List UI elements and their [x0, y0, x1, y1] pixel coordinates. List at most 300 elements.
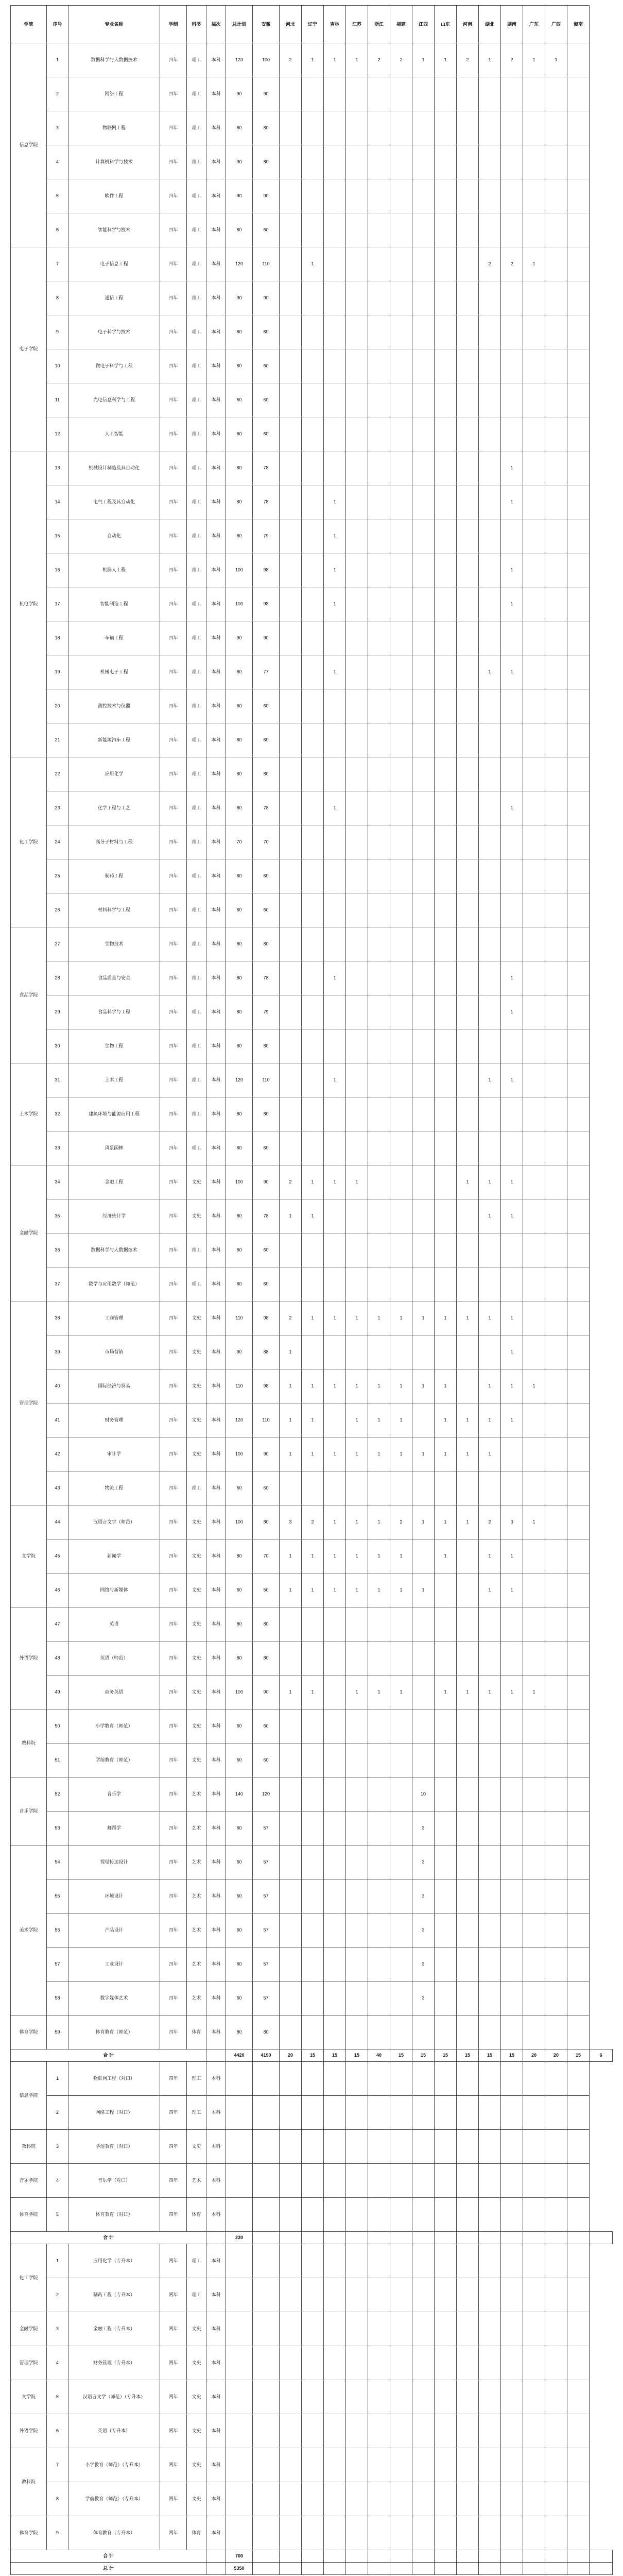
table-cell — [457, 2244, 479, 2278]
table-cell — [435, 689, 457, 723]
table-cell — [457, 961, 479, 995]
table-cell: 21 — [47, 723, 68, 757]
table-cell: 本科 — [206, 315, 226, 349]
table-cell: 本科 — [206, 77, 226, 111]
table-cell — [346, 757, 368, 791]
table-cell — [545, 1539, 567, 1573]
table-cell — [545, 77, 567, 111]
table-cell: 本科 — [206, 2278, 226, 2312]
table-cell — [457, 485, 479, 519]
total-value-cell — [567, 2563, 590, 2575]
table-cell — [501, 1641, 523, 1675]
table-cell: 文史 — [187, 1369, 206, 1403]
table-cell — [501, 1981, 523, 2015]
table-cell — [479, 587, 501, 621]
table-cell — [523, 1199, 545, 1233]
table-cell — [324, 383, 346, 417]
table-cell — [253, 2130, 280, 2164]
table-cell: 60 — [226, 349, 253, 383]
table-cell — [346, 1471, 368, 1505]
table-cell — [302, 689, 324, 723]
table-cell: 两年 — [160, 2380, 187, 2414]
table-cell: 2 — [479, 1505, 501, 1539]
table-cell — [501, 1233, 523, 1267]
table-cell: 58 — [47, 1981, 68, 2015]
header-cell: 福建 — [390, 6, 412, 43]
table-cell — [435, 859, 457, 893]
table-cell — [501, 1743, 523, 1777]
table-cell: 60 — [226, 1879, 253, 1913]
table-cell: 27 — [47, 927, 68, 961]
table-cell: 理工 — [187, 179, 206, 213]
total-value-cell — [457, 2550, 479, 2563]
table-cell: 理工 — [187, 553, 206, 587]
table-cell: 1 — [280, 1539, 302, 1573]
table-cell — [479, 281, 501, 315]
table-row — [11, 2198, 613, 2232]
table-cell — [302, 2312, 324, 2346]
table-cell: 1 — [479, 1539, 501, 1573]
table-cell — [390, 1097, 412, 1131]
table-row — [11, 1301, 613, 1335]
table-cell — [390, 2516, 412, 2550]
table-cell — [368, 1811, 390, 1845]
table-cell: 本科 — [206, 621, 226, 655]
table-cell — [457, 519, 479, 553]
table-cell: 60 — [226, 417, 253, 451]
table-cell: 1 — [368, 1403, 390, 1437]
table-cell — [435, 1573, 457, 1607]
table-cell: 80 — [253, 927, 280, 961]
table-cell — [346, 1811, 368, 1845]
table-cell — [324, 1913, 346, 1947]
table-cell — [346, 2062, 368, 2096]
table-cell: 1 — [346, 1403, 368, 1437]
table-cell — [368, 1743, 390, 1777]
table-row — [11, 1777, 613, 1811]
table-cell — [457, 2198, 479, 2232]
table-cell — [435, 1199, 457, 1233]
table-cell — [501, 757, 523, 791]
major-cell: 数字媒体艺术 — [68, 1981, 160, 2015]
total-value-cell — [545, 2232, 567, 2244]
table-cell — [280, 757, 302, 791]
table-cell — [412, 1743, 435, 1777]
table-cell — [390, 247, 412, 281]
table-cell — [479, 1743, 501, 1777]
table-cell — [302, 451, 324, 485]
major-cell: 机械电子工程 — [68, 655, 160, 689]
table-cell — [346, 2096, 368, 2130]
total-value-cell — [390, 2550, 412, 2563]
table-cell — [324, 825, 346, 859]
table-cell — [457, 2130, 479, 2164]
table-cell: 理工 — [187, 519, 206, 553]
table-cell — [390, 519, 412, 553]
table-cell: 51 — [47, 1743, 68, 1777]
total-value-cell — [435, 2550, 457, 2563]
table-cell — [368, 1165, 390, 1199]
major-cell: 网络工程（对口） — [68, 2096, 160, 2130]
major-cell: 材料科学与工程 — [68, 893, 160, 927]
table-cell — [253, 2096, 280, 2130]
table-cell — [253, 2380, 280, 2414]
table-cell — [545, 1505, 567, 1539]
table-cell: 90 — [253, 1437, 280, 1471]
college-cell: 管理学院 — [11, 1301, 47, 1505]
table-cell: 2 — [501, 43, 523, 77]
table-cell: 1 — [324, 1437, 346, 1471]
table-cell — [346, 1913, 368, 1947]
table-cell: 1 — [523, 247, 545, 281]
table-cell — [523, 485, 545, 519]
table-cell — [346, 281, 368, 315]
table-cell: 1 — [479, 1301, 501, 1335]
table-row — [11, 2130, 613, 2164]
table-cell — [435, 2198, 457, 2232]
table-cell: 1 — [501, 1165, 523, 1199]
table-cell: 理工 — [187, 485, 206, 519]
table-cell — [368, 519, 390, 553]
total-label: 总 计 — [11, 2563, 206, 2575]
table-cell — [280, 1029, 302, 1063]
table-cell — [346, 2278, 368, 2312]
table-cell — [346, 519, 368, 553]
total-value-cell — [523, 2550, 545, 2563]
table-cell — [324, 1947, 346, 1981]
table-cell: 理工 — [187, 587, 206, 621]
table-cell — [280, 281, 302, 315]
table-cell — [412, 77, 435, 111]
table-cell — [457, 621, 479, 655]
table-cell — [280, 2278, 302, 2312]
table-cell — [346, 315, 368, 349]
major-cell: 软件工程 — [68, 179, 160, 213]
major-cell: 测控技术与仪器 — [68, 689, 160, 723]
table-cell: 两年 — [160, 2346, 187, 2380]
table-row — [11, 2062, 613, 2096]
table-cell — [368, 2164, 390, 2198]
table-cell — [302, 757, 324, 791]
table-row — [11, 77, 613, 111]
table-cell: 3 — [501, 1505, 523, 1539]
table-cell — [435, 2062, 457, 2096]
table-cell: 2 — [302, 1505, 324, 1539]
table-cell — [412, 1471, 435, 1505]
table-cell: 78 — [253, 791, 280, 825]
table-cell: 1 — [368, 1675, 390, 1709]
table-cell — [390, 655, 412, 689]
table-cell: 100 — [226, 1437, 253, 1471]
table-cell: 80 — [253, 145, 280, 179]
table-cell — [368, 1709, 390, 1743]
table-cell: 本科 — [206, 111, 226, 145]
table-cell — [501, 927, 523, 961]
table-cell: 3 — [412, 1947, 435, 1981]
table-cell — [368, 1845, 390, 1879]
table-cell — [302, 791, 324, 825]
table-cell — [479, 689, 501, 723]
table-cell — [457, 2346, 479, 2380]
table-cell — [280, 1709, 302, 1743]
table-cell: 理工 — [187, 1131, 206, 1165]
college-cell: 教科院 — [11, 2448, 47, 2516]
table-cell: 两年 — [160, 2312, 187, 2346]
table-cell — [523, 179, 545, 213]
table-cell — [412, 2164, 435, 2198]
total-value-cell: 15 — [324, 2049, 346, 2062]
table-cell — [567, 485, 590, 519]
table-cell — [346, 961, 368, 995]
table-cell — [280, 77, 302, 111]
major-cell: 学前教育（师范） — [68, 1743, 160, 1777]
table-cell — [523, 621, 545, 655]
table-cell: 26 — [47, 893, 68, 927]
table-cell — [545, 995, 567, 1029]
table-cell — [545, 383, 567, 417]
table-cell: 本科 — [206, 1267, 226, 1301]
table-cell: 80 — [226, 1539, 253, 1573]
table-cell — [545, 553, 567, 587]
table-cell — [479, 145, 501, 179]
table-cell — [346, 213, 368, 247]
table-cell: 110 — [253, 1403, 280, 1437]
table-cell: 16 — [47, 553, 68, 587]
table-cell — [412, 655, 435, 689]
table-cell — [523, 417, 545, 451]
table-cell: 本科 — [206, 1199, 226, 1233]
table-cell — [501, 349, 523, 383]
table-cell — [457, 553, 479, 587]
total-value-cell: 40 — [368, 2049, 390, 2062]
table-cell: 四年 — [160, 1063, 187, 1097]
table-cell — [412, 281, 435, 315]
major-cell: 市场营销 — [68, 1335, 160, 1369]
total-value-cell: 6 — [590, 2049, 613, 2062]
table-cell: 1 — [501, 451, 523, 485]
table-cell — [280, 519, 302, 553]
table-cell — [457, 1777, 479, 1811]
table-cell: 四年 — [160, 2164, 187, 2198]
total-value-cell — [457, 2232, 479, 2244]
table-cell: 98 — [253, 587, 280, 621]
table-cell: 理工 — [187, 281, 206, 315]
table-cell — [523, 1097, 545, 1131]
table-cell — [390, 1063, 412, 1097]
total-value-cell — [523, 2563, 545, 2575]
table-cell: 56 — [47, 1913, 68, 1947]
header-cell: 序号 — [47, 6, 68, 43]
table-cell: 四年 — [160, 383, 187, 417]
table-cell — [346, 1947, 368, 1981]
table-cell: 理工 — [187, 417, 206, 451]
college-cell: 机电学院 — [11, 451, 47, 757]
table-cell — [567, 689, 590, 723]
table-cell: 四年 — [160, 1743, 187, 1777]
total-value-cell — [435, 2563, 457, 2575]
table-cell: 1 — [501, 1573, 523, 1607]
total-value-cell — [590, 2563, 613, 2575]
table-cell: 28 — [47, 961, 68, 995]
table-cell: 文史 — [187, 1743, 206, 1777]
table-cell — [567, 961, 590, 995]
table-cell — [545, 2312, 567, 2346]
table-cell — [346, 2198, 368, 2232]
table-cell: 理工 — [187, 43, 206, 77]
table-cell — [479, 1777, 501, 1811]
table-cell: 2 — [390, 43, 412, 77]
table-cell: 四年 — [160, 1879, 187, 1913]
college-cell: 体育学院 — [11, 2198, 47, 2232]
table-cell: 文史 — [187, 1505, 206, 1539]
table-cell — [545, 451, 567, 485]
table-cell — [302, 111, 324, 145]
table-cell — [479, 961, 501, 995]
table-cell — [280, 1743, 302, 1777]
table-cell — [457, 145, 479, 179]
table-cell: 本科 — [206, 587, 226, 621]
table-cell — [253, 2482, 280, 2516]
table-cell — [523, 1845, 545, 1879]
table-cell — [435, 1471, 457, 1505]
table-cell — [368, 757, 390, 791]
table-cell — [545, 587, 567, 621]
table-cell — [390, 179, 412, 213]
total-value-cell: 15 — [567, 2049, 590, 2062]
table-cell — [457, 1369, 479, 1403]
table-cell: 本科 — [206, 1335, 226, 1369]
table-cell — [390, 825, 412, 859]
table-cell — [435, 417, 457, 451]
table-cell — [567, 2278, 590, 2312]
total-value-cell — [280, 2563, 302, 2575]
table-cell — [545, 1097, 567, 1131]
table-cell — [479, 77, 501, 111]
table-cell — [412, 1199, 435, 1233]
table-cell: 体育 — [187, 2516, 206, 2550]
table-cell — [253, 2062, 280, 2096]
table-cell — [280, 1607, 302, 1641]
table-cell — [435, 519, 457, 553]
table-cell — [501, 2312, 523, 2346]
table-cell — [545, 2448, 567, 2482]
table-cell — [302, 621, 324, 655]
table-cell — [457, 1743, 479, 1777]
table-cell: 文史 — [187, 1335, 206, 1369]
table-cell — [457, 1709, 479, 1743]
major-cell: 生物工程 — [68, 1029, 160, 1063]
table-cell: 本科 — [206, 2198, 226, 2232]
table-cell — [567, 1539, 590, 1573]
table-cell — [226, 2516, 253, 2550]
table-cell — [567, 2164, 590, 2198]
table-cell — [346, 2448, 368, 2482]
table-cell — [501, 2130, 523, 2164]
table-cell: 1 — [457, 1505, 479, 1539]
table-cell: 艺术 — [187, 2164, 206, 2198]
table-cell — [567, 1233, 590, 1267]
table-cell — [390, 315, 412, 349]
major-cell: 化学工程与工艺 — [68, 791, 160, 825]
table-cell — [567, 145, 590, 179]
table-cell — [457, 995, 479, 1029]
table-cell — [567, 1063, 590, 1097]
header-cell: 江苏 — [346, 6, 368, 43]
table-cell — [435, 1709, 457, 1743]
table-cell — [346, 825, 368, 859]
table-cell — [523, 995, 545, 1029]
table-cell — [412, 927, 435, 961]
table-cell: 文史 — [187, 1437, 206, 1471]
table-cell: 15 — [47, 519, 68, 553]
table-cell — [479, 1641, 501, 1675]
total-value-cell — [368, 2550, 390, 2563]
table-cell: 本科 — [206, 247, 226, 281]
table-cell — [368, 2346, 390, 2380]
table-cell: 体育 — [187, 2015, 206, 2049]
table-cell: 90 — [226, 179, 253, 213]
table-cell — [523, 2482, 545, 2516]
table-cell: 80 — [226, 995, 253, 1029]
table-cell — [324, 2244, 346, 2278]
college-cell: 音乐学院 — [11, 1777, 47, 1845]
table-cell — [435, 349, 457, 383]
table-cell — [567, 1369, 590, 1403]
table-cell — [435, 213, 457, 247]
table-cell — [324, 1607, 346, 1641]
table-cell: 本科 — [206, 451, 226, 485]
table-cell — [280, 2164, 302, 2198]
table-cell: 四年 — [160, 519, 187, 553]
table-cell — [253, 2244, 280, 2278]
table-cell: 本科 — [206, 1981, 226, 2015]
table-cell — [545, 1981, 567, 2015]
table-cell: 四年 — [160, 1471, 187, 1505]
table-cell — [523, 961, 545, 995]
table-cell: 22 — [47, 757, 68, 791]
table-cell: 四年 — [160, 349, 187, 383]
table-cell: 1 — [390, 1675, 412, 1709]
table-cell — [390, 1607, 412, 1641]
table-cell: 两年 — [160, 2516, 187, 2550]
table-cell: 120 — [226, 1063, 253, 1097]
table-cell: 17 — [47, 587, 68, 621]
table-cell — [368, 553, 390, 587]
table-cell: 1 — [280, 1675, 302, 1709]
table-cell — [280, 825, 302, 859]
table-cell — [501, 77, 523, 111]
table-cell — [435, 451, 457, 485]
table-cell — [390, 1199, 412, 1233]
table-cell — [390, 859, 412, 893]
table-cell: 1 — [501, 961, 523, 995]
table-cell: 文史 — [187, 1641, 206, 1675]
table-cell — [346, 1131, 368, 1165]
table-cell — [501, 689, 523, 723]
table-cell: 7 — [47, 247, 68, 281]
table-cell — [412, 1165, 435, 1199]
table-cell — [523, 689, 545, 723]
table-cell — [346, 587, 368, 621]
table-cell: 70 — [253, 825, 280, 859]
table-cell: 80 — [226, 1029, 253, 1063]
table-cell: 1 — [280, 1403, 302, 1437]
table-cell — [302, 281, 324, 315]
table-cell — [368, 1199, 390, 1233]
table-cell — [435, 893, 457, 927]
table-cell — [412, 2346, 435, 2380]
table-cell: 1 — [324, 587, 346, 621]
